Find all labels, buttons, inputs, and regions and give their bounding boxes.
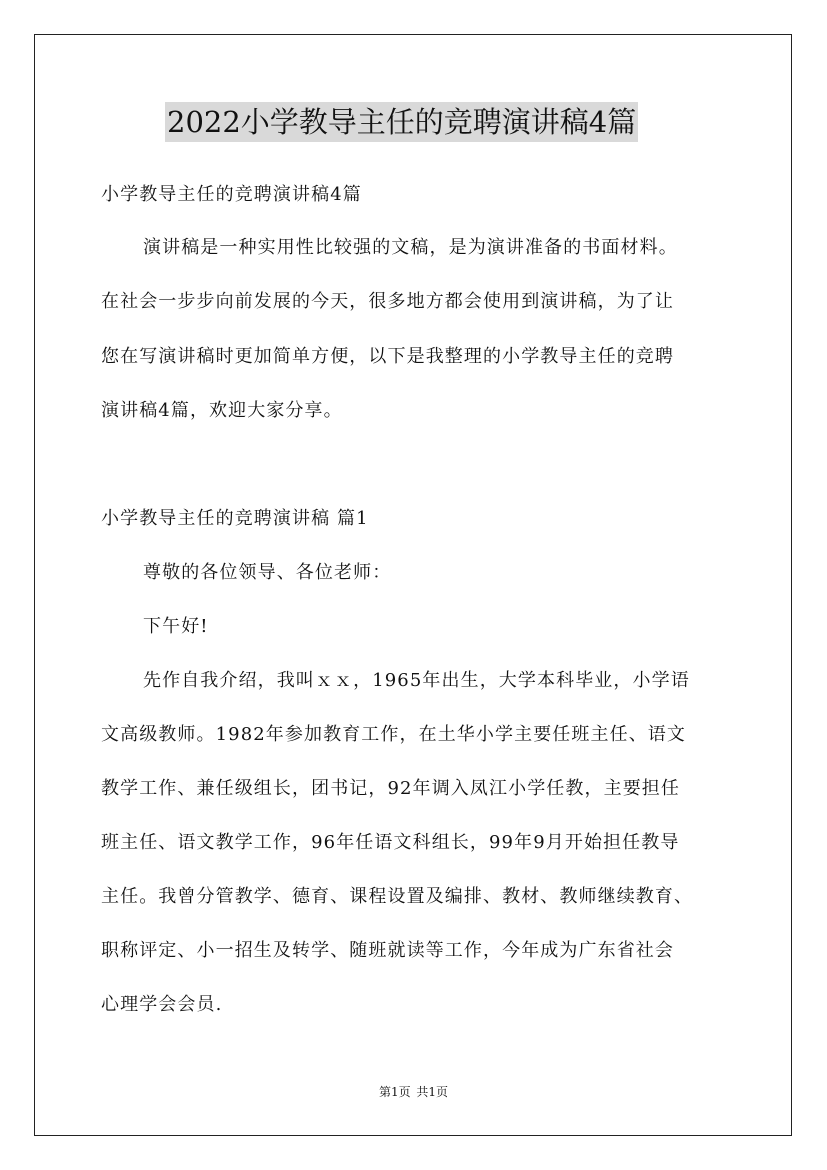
body-line: 教学工作、兼任级组长，团书记，92年调入凤江小学任教，主要担任 — [101, 778, 681, 799]
body-line: 文高级教师。1982年参加教育工作，在土华小学主要任班主任、语文 — [101, 724, 687, 745]
document-subtitle: 小学教导主任的竞聘演讲稿4篇 — [101, 184, 362, 205]
body-line: 心理学会会员. — [101, 994, 223, 1015]
body-line: 班主任、语文教学工作，96年任语文科组长，99年9月开始担任教导 — [101, 832, 680, 853]
total-pages: 共1页 — [416, 1085, 449, 1099]
intro-line: 您在写演讲稿时更加简单方便，以下是我整理的小学教导主任的竞聘 — [101, 346, 674, 367]
document-title: 2022小学教导主任的竞聘演讲稿4篇 — [165, 102, 638, 142]
section-heading: 小学教导主任的竞聘演讲稿 篇1 — [101, 508, 369, 529]
greeting-line: 尊敬的各位领导、各位老师： — [143, 562, 392, 583]
body-line: 主任。我曾分管教学、德育、课程设置及编排、教材、教师继续教育、 — [101, 886, 694, 907]
body-line: 职称评定、小一招生及转学、随班就读等工作，今年成为广东省社会 — [101, 940, 674, 961]
page-number: 第1页 — [378, 1085, 411, 1099]
body-line: 先作自我介绍，我叫ｘｘ，1965年出生，大学本科毕业，小学语 — [143, 670, 690, 691]
intro-line: 演讲稿是一种实用性比较强的文稿，是为演讲准备的书面材料。 — [143, 237, 678, 258]
salutation-line: 下午好! — [143, 616, 209, 637]
intro-line: 演讲稿4篇，欢迎大家分享。 — [101, 400, 343, 421]
page-footer — [0, 1084, 827, 1100]
intro-line: 在社会一步步向前发展的今天，很多地方都会使用到演讲稿，为了让 — [101, 291, 674, 312]
